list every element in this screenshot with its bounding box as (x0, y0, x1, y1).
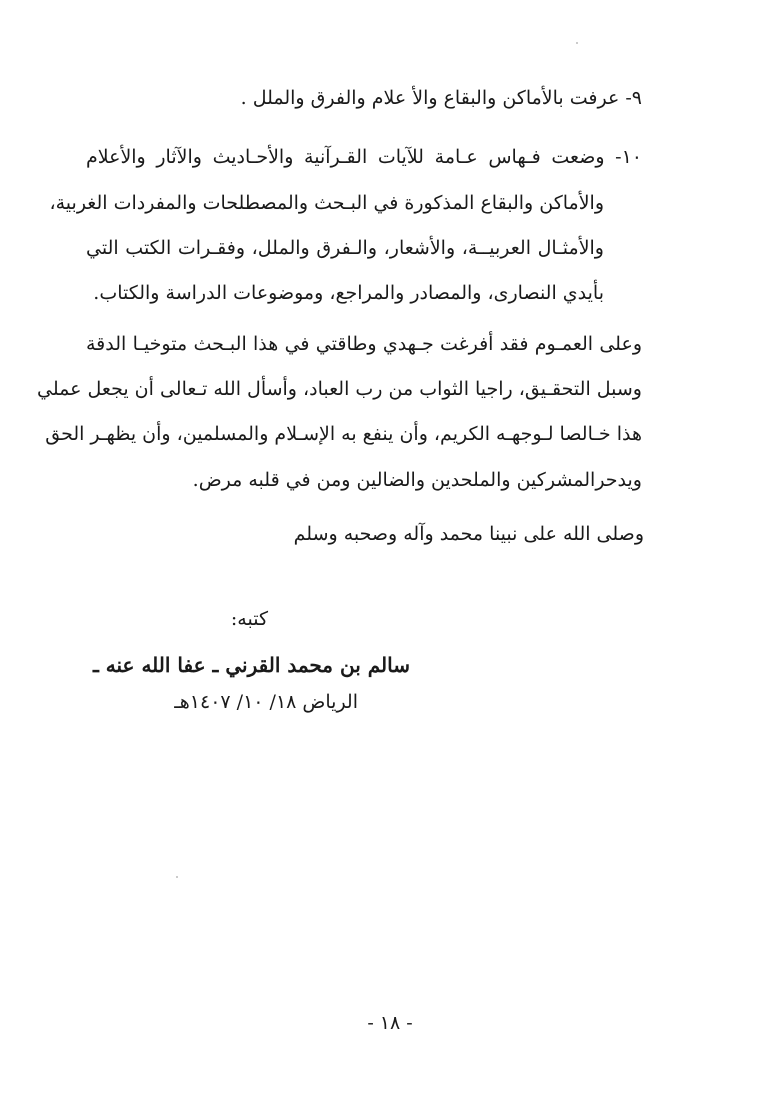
signature-label: كتبه: (230, 608, 268, 630)
closing-blessing: وصلى الله على نبينا محمد وآله وصحبه وسلم (293, 523, 644, 545)
signature-place-date: الرياض ١٨/ ١٠/ ١٤٠٧هـ (174, 691, 358, 713)
list-item-10-line-2: والأماكن والبقاع المذكورة في البـحث والمصطلحات والمفردات الغربية، (49, 192, 604, 214)
list-item-10-line-1: ١٠- وضعت فـهاس عـامة للآيات القـرآنية والأحـاديث والآثار والأعلام (86, 146, 642, 168)
closing-paragraph-line-3: هذا خـالصا لـوجهـه الكريم، وأن ينفع به الإسـلام والمسلمين، وأن يظهـر الحق (45, 423, 642, 445)
closing-paragraph-line-2: وسبل التحقـيق، راجيا الثواب من رب العباد، وأسأل الله تـعالى أن يجعل عملي (37, 378, 642, 400)
signature-author: سالم بن محمد القرني ـ عفا الله عنه ـ (92, 653, 410, 677)
page-number: - ١٨ - (367, 1012, 413, 1034)
list-item-10-line-3: والأمثـال العربيــة، والأشعار، والـفرق والملل، وفقـرات الكتب التي (86, 237, 604, 259)
scan-speck (176, 876, 178, 878)
closing-paragraph-line-4: ويدحرالمشركين والملحدين والضالين ومن في قلبه مرض. (192, 469, 642, 491)
scan-speck (576, 42, 578, 44)
closing-paragraph-line-1: وعلى العمـوم فقد أفرغت جـهدي وطاقتي في هذا البـحث متوخيـا الدقة (86, 333, 642, 355)
list-item-9: ٩- عرفت بالأماكن والبقاع والأ علام والفرق والملل . (240, 87, 642, 109)
list-item-10-line-4: بأيدي النصارى، والمصادر والمراجع، وموضوعات الدراسة والكتاب. (93, 282, 604, 304)
